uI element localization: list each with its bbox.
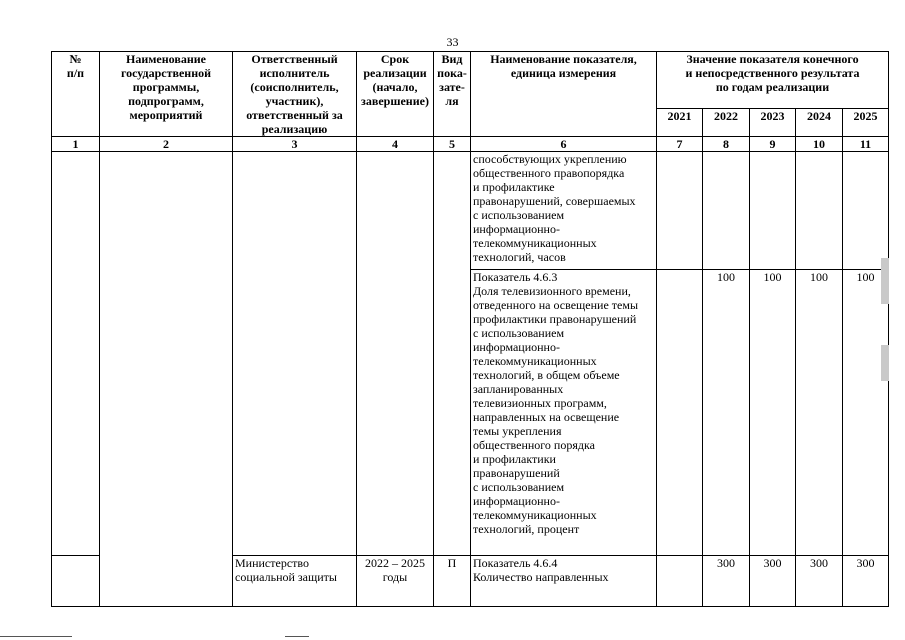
value-cell bbox=[843, 152, 889, 270]
term-cell: 2022 – 2025 годы bbox=[357, 556, 434, 607]
cell-type-empty bbox=[434, 152, 471, 556]
header-executor: Ответственный исполнитель (соисполнитель, участник), ответственный за реализацию bbox=[233, 52, 357, 137]
column-number: 10 bbox=[796, 137, 843, 152]
value-cell: 100 bbox=[796, 270, 843, 556]
cell-executor-empty bbox=[233, 152, 357, 556]
margin-stamp-mark bbox=[881, 345, 889, 381]
column-number: 3 bbox=[233, 137, 357, 152]
indicator-type-cell: П bbox=[434, 556, 471, 607]
value-cell bbox=[750, 152, 796, 270]
value-cell bbox=[796, 152, 843, 270]
value-cell: 100 bbox=[843, 270, 889, 556]
column-number: 9 bbox=[750, 137, 796, 152]
column-numbers-row bbox=[52, 137, 889, 152]
value-cell bbox=[703, 152, 750, 270]
value-cell: 300 bbox=[796, 556, 843, 607]
header-program-name: Наименование государственной программы, подпрограмм, мероприятий bbox=[100, 52, 233, 137]
cell-number-empty bbox=[52, 556, 100, 607]
header-year: 2024 bbox=[796, 108, 843, 136]
indicator-cell: Показатель 4.6.4 Количество направленных bbox=[471, 556, 657, 607]
column-number: 11 bbox=[843, 137, 889, 152]
column-number: 8 bbox=[703, 137, 750, 152]
header-year: 2021 bbox=[657, 108, 703, 136]
column-number: 5 bbox=[434, 137, 471, 152]
cell-program-empty bbox=[100, 152, 233, 607]
value-cell: 100 bbox=[703, 270, 750, 556]
indicator-cell: Показатель 4.6.3 Доля телевизионного времени, отведенного на освещение темы профилактики правонарушений с использованием информационно- телекоммуникационных технологий, в общем объеме запланированных телевизионных программ, направленных на освещение темы укрепления общественного порядка и профилактики правонарушений с использованием информационно- телекоммуникационных технологий, процент bbox=[471, 270, 657, 556]
value-cell bbox=[657, 152, 703, 270]
indicator-cell: способствующих укреплению общественного правопорядка и профилактике правонарушений, совершаемых с использованием информационно- телекоммуникационных технологий, часов bbox=[471, 152, 657, 270]
scan-edge-line bbox=[285, 636, 309, 637]
cell-term-empty bbox=[357, 152, 434, 556]
header-number: № п/п bbox=[52, 52, 100, 137]
value-cell bbox=[657, 556, 703, 607]
scan-edge-line bbox=[0, 636, 72, 637]
header-year: 2022 bbox=[703, 108, 750, 136]
header-year: 2025 bbox=[843, 108, 889, 136]
column-number: 4 bbox=[357, 137, 434, 152]
value-cell: 300 bbox=[703, 556, 750, 607]
margin-stamp-mark bbox=[881, 258, 889, 304]
header-indicator-type: Вид пока- зате- ля bbox=[434, 52, 471, 137]
column-number: 7 bbox=[657, 137, 703, 152]
value-cell: 300 bbox=[750, 556, 796, 607]
header-term: Срок реализации (начало, завершение) bbox=[357, 52, 434, 137]
cell-number-empty bbox=[52, 152, 100, 556]
program-indicators-table bbox=[51, 51, 889, 607]
table-row bbox=[52, 152, 889, 270]
column-number: 6 bbox=[471, 137, 657, 152]
page-number: 33 bbox=[446, 35, 459, 49]
executor-cell: Министерство социальной защиты bbox=[233, 556, 357, 607]
header-year: 2023 bbox=[750, 108, 796, 136]
column-number: 2 bbox=[100, 137, 233, 152]
value-cell: 100 bbox=[750, 270, 796, 556]
value-cell bbox=[657, 270, 703, 556]
header-indicator-values: Значение показателя конечного и непосредственного результата по годам реализации bbox=[657, 52, 889, 109]
column-number: 1 bbox=[52, 137, 100, 152]
value-cell: 300 bbox=[843, 556, 889, 607]
header-indicator-name: Наименование показателя, единица измерения bbox=[471, 52, 657, 137]
